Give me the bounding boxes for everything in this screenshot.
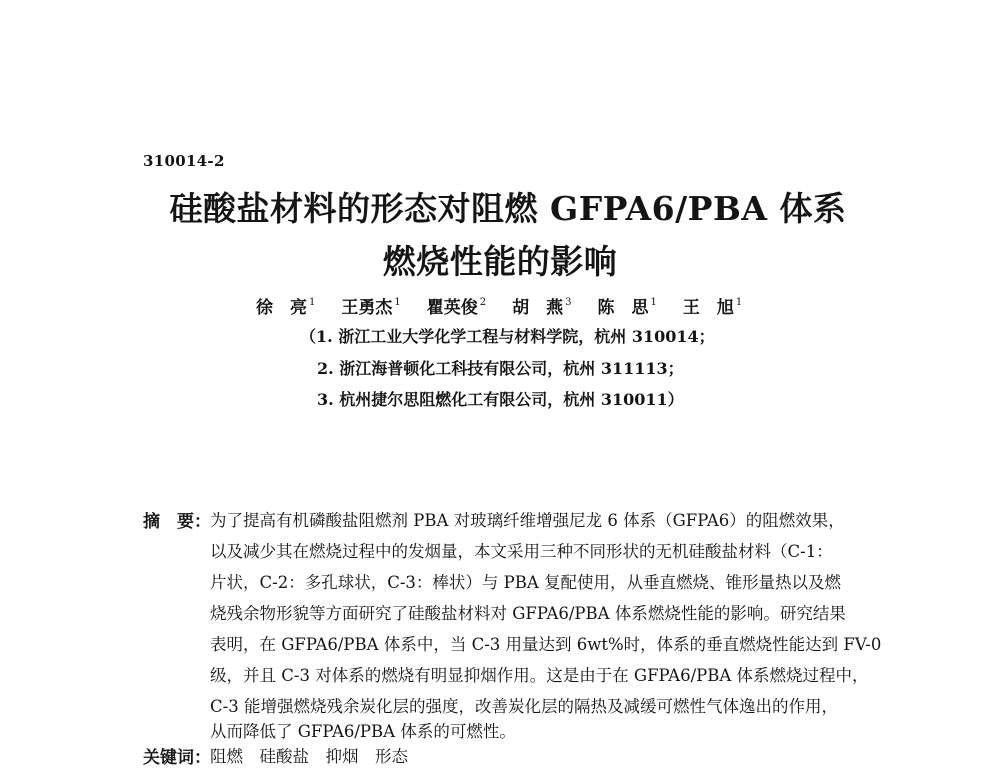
paper-id: 310014-2 [143,152,225,170]
abstract-line: 为了提高有机磷酸盐阻燃剂 PBA 对玻璃纤维增强尼龙 6 体系（GFPA6）的阻燃效果， [210,511,845,530]
abstract-label: 摘 要： [143,512,211,532]
affiliation-1: （1. 浙江工业大学化学工程与材料学院，杭州 310014； [300,327,715,346]
keywords-label: 关键词： [143,748,211,768]
author-name: 胡 燕 [512,298,564,318]
abstract-line: 表明，在 GFPA6/PBA 体系中，当 C-3 用量达到 6wt%时，体系的垂直燃烧性能达到 FV-0 [210,635,882,654]
abstract-line: 级，并且 C-3 对体系的燃烧有明显抑烟作用。这是由于在 GFPA6/PBA 体系燃烧过程中， [210,666,869,685]
affiliation-2: 2. 浙江海普顿化工科技有限公司，杭州 311113； [317,359,684,378]
author-affiliation-mark: 1 [309,297,316,308]
author-name: 王勇杰 [341,298,393,318]
author [683,293,742,318]
abstract-line: 片状，C-2：多孔球状，C-3：棒状）与 PBA 复配使用，从垂直燃烧、锥形量热以及燃 [210,573,842,592]
author-name: 王 旭 [682,298,734,318]
author [598,293,657,318]
affiliation-3: 3. 杭州捷尔思阻燃化工有限公司，杭州 310011） [317,390,684,409]
author-list [256,293,742,318]
abstract-line: 以及减少其在燃烧过程中的发烟量，本文采用三种不同形状的无机硅酸盐材料（C-1： [210,542,833,561]
abstract-line: C-3 能增强燃烧残余炭化层的强度，改善炭化层的隔热及减缓可燃性气体逸出的作用， [210,697,838,716]
author [256,293,315,318]
author-affiliation-mark: 1 [735,297,743,308]
author [427,293,486,318]
abstract-line: 烧残余物形貌等方面研究了硅酸盐材料对 GFPA6/PBA 体系燃烧性能的影响。研究结果 [210,604,846,623]
abstract-line: 从而降低了 GFPA6/PBA 体系的可燃性。 [210,722,516,741]
title-line-1: 硅酸盐材料的形态对阻燃 GFPA6/PBA 体系 [169,189,847,228]
author-name: 瞿英俊 [426,298,478,318]
author-name: 陈 思 [597,298,649,318]
keywords-text: 阻燃 硅酸盐 抑烟 形态 [210,747,408,766]
author-name: 徐 亮 [256,298,307,318]
author [341,293,400,318]
title-line-2: 燃烧性能的影响 [382,242,618,281]
author [512,293,571,318]
author-affiliation-mark: 1 [650,297,657,308]
author-affiliation-mark: 1 [394,297,401,308]
author-affiliation-mark: 3 [565,297,572,308]
author-affiliation-mark: 2 [479,297,487,308]
